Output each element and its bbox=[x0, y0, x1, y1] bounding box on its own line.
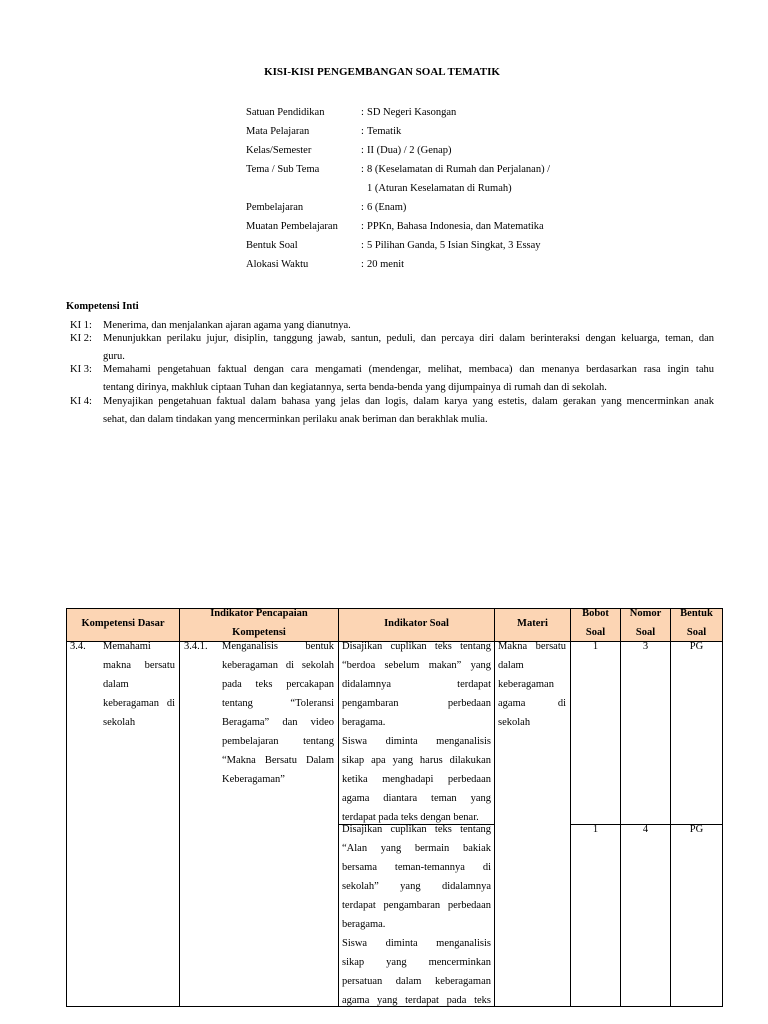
info-colon: : bbox=[361, 202, 364, 213]
ki-text-line: Memahami pengetahuan faktual dengan cara mengamati (mendengar, melihat, membaca) dan menanya berdasarkan rasa ingin tahu bbox=[103, 364, 714, 375]
ipk-text-line: tentang “Toleransi bbox=[222, 698, 334, 709]
materi-text-line: dalam bbox=[498, 660, 524, 671]
column-header-text bbox=[621, 607, 670, 639]
cell-materi bbox=[494, 641, 571, 1007]
cell-indikator-soal bbox=[338, 641, 495, 825]
cell-nomor-soal bbox=[620, 641, 671, 825]
column-header-line: Bobot bbox=[582, 608, 609, 619]
ipk-text-line: Beragama” dan video bbox=[222, 717, 334, 728]
kd-number: 3.4. bbox=[70, 641, 86, 652]
column-header-line: Soal bbox=[635, 627, 656, 638]
ki-label: KI 2: bbox=[70, 333, 92, 344]
indikator-soal-line: bersama teman-temannya di bbox=[342, 862, 491, 873]
info-row-mata-pelajaran bbox=[0, 122, 768, 141]
info-row-tema-sub-tema-continued bbox=[0, 179, 768, 198]
kd-text bbox=[103, 637, 175, 732]
ki-text-line: tentang dirinya, makhluk ciptaan Tuhan dan kegiatannya, serta benda-benda yang dijumpainya di rumah dan di sekolah. bbox=[103, 382, 607, 393]
ki-label: KI 1: bbox=[70, 320, 92, 331]
info-label: Pembelajaran bbox=[246, 202, 304, 213]
bentuk-value: PG bbox=[689, 824, 704, 835]
ki-text-line: Menunjukkan perilaku jujur, disiplin, tanggung jawab, santun, peduli, dan percaya diri dalam berinteraksi dengan keluarga, teman, dan bbox=[103, 333, 714, 344]
info-label: Muatan Pembelajaran bbox=[246, 221, 338, 232]
ipk-text-line: “Makna Bersatu Dalam bbox=[222, 755, 334, 766]
nomor-value: 3 bbox=[642, 641, 649, 652]
kisi-kisi-table bbox=[66, 608, 723, 1007]
column-header-line: Kompetensi bbox=[232, 627, 286, 638]
cell-kompetensi-dasar bbox=[66, 641, 180, 1007]
column-header-text bbox=[339, 607, 494, 639]
ipk-text-line: Keberagaman” bbox=[222, 774, 285, 785]
column-header-line: Indikator Pencapaian bbox=[210, 608, 308, 619]
indikator-soal-line: beragama. bbox=[342, 919, 386, 930]
info-label: Alokasi Waktu bbox=[246, 259, 309, 270]
ipk-text-line: pembelajaran tentang bbox=[222, 736, 334, 747]
indikator-soal-line: agama yang terdapat pada teks bbox=[342, 995, 491, 1006]
info-row-pembelajaran bbox=[0, 198, 768, 217]
ki-label: KI 4: bbox=[70, 396, 92, 407]
ki-text-line: Menerima, dan menjalankan ajaran agama yang dianutnya. bbox=[103, 320, 351, 331]
kd-text-line: Memahami bbox=[103, 641, 151, 652]
column-header-line: Soal bbox=[686, 627, 707, 638]
info-label: Tema / Sub Tema bbox=[246, 164, 320, 175]
info-value: 1 (Aturan Keselamatan di Rumah) bbox=[367, 183, 512, 194]
ipk-text-line: Menganalisis bentuk bbox=[222, 641, 334, 652]
ki-text-line: Menyajikan pengetahuan faktual dalam bahasa yang jelas dan logis, dalam karya yang estetis, dalam gerakan yang mencerminkan anak bbox=[103, 396, 714, 407]
cell-bentuk-soal bbox=[670, 641, 723, 825]
ipk-text bbox=[222, 637, 334, 789]
bentuk-value: PG bbox=[689, 641, 704, 652]
info-value: 8 (Keselamatan di Rumah dan Perjalanan) / bbox=[367, 164, 551, 175]
info-row-alokasi-waktu bbox=[0, 255, 768, 274]
info-row-satuan-pendidikan bbox=[0, 103, 768, 122]
info-colon: : bbox=[361, 259, 364, 270]
cell-bentuk-soal bbox=[670, 824, 723, 1007]
indikator-soal-line: sikap yang mencerminkan bbox=[342, 957, 491, 968]
ipk-text-line: pada teks percakapan bbox=[222, 679, 334, 690]
indikator-soal-line: sekolah” yang didalamnya bbox=[342, 881, 491, 892]
indikator-soal-line: “berdoa sebelum makan” yang bbox=[342, 660, 491, 671]
ki-text bbox=[103, 393, 714, 429]
kd-text-line: sekolah bbox=[103, 717, 136, 728]
indikator-soal-line: ketika menghadapi perbedaan bbox=[342, 774, 491, 785]
ipk-number: 3.4.1. bbox=[184, 641, 208, 652]
bobot-value: 1 bbox=[592, 641, 599, 652]
materi-text-line: sekolah bbox=[498, 717, 531, 728]
info-colon: : bbox=[361, 240, 364, 251]
materi-text-line: Makna bersatu bbox=[498, 641, 566, 652]
ki-item bbox=[0, 393, 768, 431]
column-header-text bbox=[671, 607, 722, 639]
info-colon: : bbox=[361, 126, 364, 137]
indikator-soal-line: persatuan dalam keberagaman bbox=[342, 976, 491, 987]
ki-text-line: sehat, dan dalam tindakan yang mencerminkan perilaku anak beriman dan berakhlak mulia. bbox=[103, 414, 488, 425]
indikator-soal-line: pengambaran perbedaan bbox=[342, 698, 491, 709]
column-header-line: Soal bbox=[585, 627, 606, 638]
column-header-text bbox=[67, 607, 179, 639]
column-header-text bbox=[180, 607, 338, 639]
column-header-line: Bentuk bbox=[680, 608, 713, 619]
materi-text bbox=[498, 637, 566, 732]
indikator-soal-line: sikap apa yang harus dilakukan bbox=[342, 755, 491, 766]
column-header-text bbox=[495, 607, 570, 639]
info-value: Tematik bbox=[367, 126, 402, 137]
info-value: SD Negeri Kasongan bbox=[367, 107, 457, 118]
kd-text-line: keberagaman di bbox=[103, 698, 175, 709]
ki-text-line: guru. bbox=[103, 351, 125, 362]
info-colon: : bbox=[361, 145, 364, 156]
info-value: II (Dua) / 2 (Genap) bbox=[367, 145, 452, 156]
cell-bobot-soal bbox=[570, 824, 621, 1007]
indikator-soal-line: Siswa diminta menganalisis bbox=[342, 938, 491, 949]
column-header-line: Indikator Soal bbox=[384, 617, 449, 629]
info-value: 20 menit bbox=[367, 259, 405, 270]
column-header-line: Nomor bbox=[629, 608, 662, 619]
info-row-kelas-semester bbox=[0, 141, 768, 160]
info-value: PPKn, Bahasa Indonesia, dan Matematika bbox=[367, 221, 544, 232]
column-header-line: Kompetensi Dasar bbox=[81, 617, 165, 629]
ipk-text-line: keberagaman di sekolah bbox=[222, 660, 334, 671]
indikator-soal-line: Disajikan cuplikan teks tentang bbox=[342, 824, 491, 835]
info-row-tema-sub-tema bbox=[0, 160, 768, 179]
kd-text-line: makna bersatu bbox=[103, 660, 175, 671]
indikator-soal-line: Disajikan cuplikan teks tentang bbox=[342, 641, 491, 652]
indikator-soal-line: “Alan yang bermain bakiak bbox=[342, 843, 491, 854]
indikator-soal-line: Siswa diminta menganalisis bbox=[342, 736, 491, 747]
bobot-value: 1 bbox=[592, 824, 599, 835]
info-colon: : bbox=[361, 221, 364, 232]
info-label: Kelas/Semester bbox=[246, 145, 312, 156]
materi-text-line: keberagaman bbox=[498, 679, 554, 690]
ki-text bbox=[103, 361, 714, 397]
indikator-soal-line: didalamnya terdapat bbox=[342, 679, 491, 690]
info-colon: : bbox=[361, 107, 364, 118]
indikator-soal-text bbox=[342, 637, 491, 827]
document-title: KISI-KISI PENGEMBANGAN SOAL TEMATIK bbox=[264, 66, 500, 78]
indikator-soal-text bbox=[342, 820, 491, 1010]
indikator-soal-line: beragama. bbox=[342, 717, 386, 728]
materi-text-line: agama di bbox=[498, 698, 566, 709]
cell-nomor-soal bbox=[620, 824, 671, 1007]
info-colon: : bbox=[361, 164, 364, 175]
info-label: Satuan Pendidikan bbox=[246, 107, 325, 118]
cell-bobot-soal bbox=[570, 641, 621, 825]
column-header-line: Materi bbox=[517, 617, 548, 629]
info-row-muatan-pembelajaran bbox=[0, 217, 768, 236]
info-value: 6 (Enam) bbox=[367, 202, 407, 213]
cell-indikator-soal bbox=[338, 824, 495, 1007]
info-value: 5 Pilihan Ganda, 5 Isian Singkat, 3 Essay bbox=[367, 240, 541, 251]
cell-indikator-pencapaian bbox=[179, 641, 339, 1007]
kompetensi-inti-heading: Kompetensi Inti bbox=[66, 301, 139, 312]
ki-label: KI 3: bbox=[70, 364, 92, 375]
info-label: Bentuk Soal bbox=[246, 240, 298, 251]
indikator-soal-line: terdapat pada teks dengan benar. bbox=[342, 812, 479, 823]
nomor-value: 4 bbox=[642, 824, 649, 835]
info-block bbox=[0, 103, 768, 274]
indikator-soal-line: agama diantara teman yang bbox=[342, 793, 491, 804]
column-header-text bbox=[571, 607, 620, 639]
info-label: Mata Pelajaran bbox=[246, 126, 310, 137]
indikator-soal-line: terdapat pengambaran perbedaan bbox=[342, 900, 491, 911]
info-row-bentuk-soal bbox=[0, 236, 768, 255]
kd-text-line: dalam bbox=[103, 679, 129, 690]
